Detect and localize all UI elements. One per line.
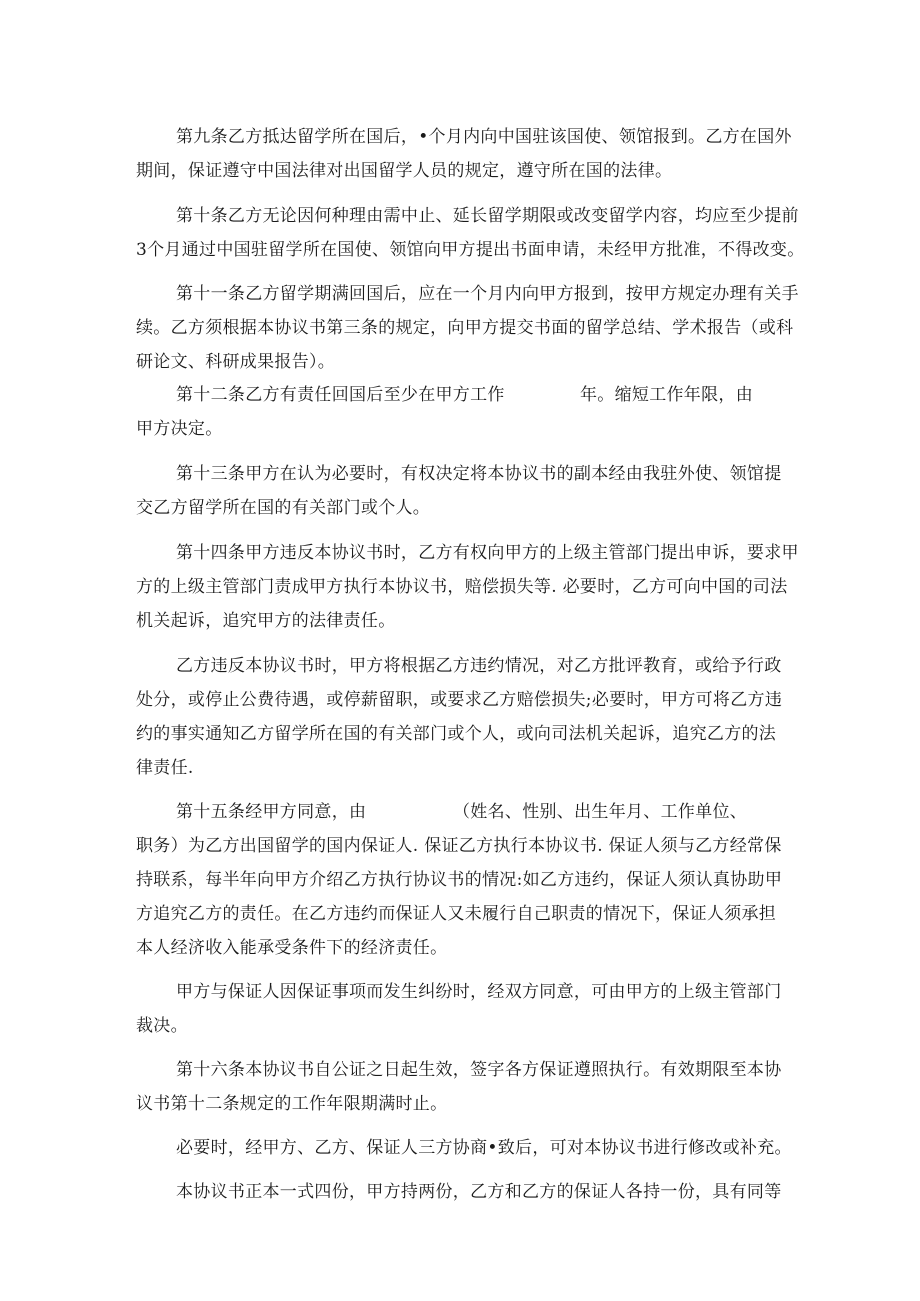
line-art10-2: 3个月通过中国驻留学所在国使、领馆向甲方提出书面申请，未经甲方批准，不得改变。 [136,240,805,260]
line-art13-2: 交乙方留学所在国的有关部门或个人。 [136,498,431,518]
line-art11-2: 续。乙方须根据本协议书第三条的规定，向甲方提交书面的留学总结、学术报告（或科 [136,318,794,338]
line-art16c-1: 本协议书正本一式四份，甲方持两份，乙方和乙方的保证人各持一份，具有同等 [176,1182,782,1202]
line-art15b-2: 裁决。 [136,1016,188,1036]
line-art9-2: 期间，保证遵守中国法律对出国留学人员的规定，遵守所在国的法律。 [136,161,673,181]
line-art12-1b: 年。缩短工作年限，由 [580,385,753,405]
line-art14b-2: 处分，或停止公费待遇，或停薪留职，或要求乙方赔偿损失;必要时，甲方可将乙方违 [136,690,783,710]
line-art15b-1: 甲方与保证人因保证事项而发生纠纷时，经双方同意，可由甲方的上级主管部门 [176,982,782,1002]
line-art14b-4: 律责任. [136,758,194,778]
line-art13-1: 第十三条甲方在认为必要时，有权决定将本协议书的副本经由我驻外使、领馆提 [176,464,782,484]
line-art16-1: 第十六条本协议书自公证之日起生效，签字各方保证遵照执行。有效期限至本协 [176,1060,782,1080]
line-art9-1: 第九条乙方抵达留学所在国后，•个月内向中国驻该国使、领馆报到。乙方在国外 [176,127,792,147]
line-art14-3: 机关起诉，追究甲方的法律责任。 [136,611,396,631]
line-art14b-3: 约的事实通知乙方留学所在国的有关部门或个人，或向司法机关起诉，追究乙方的法 [136,724,777,744]
line-art11-1: 第十一条乙方留学期满回国后，应在一个月内向甲方报到，按甲方规定办理有关手 [176,284,799,304]
line-art14-2: 方的上级主管部门责成甲方执行本协议书，赔偿损失等. 必要时，乙方可向中国的司法 [136,577,788,597]
line-art12-1a: 第十二条乙方有责任回国后至少在甲方工作 [176,385,505,405]
line-art16-2: 议书第十二条规定的工作年限期满时止。 [136,1094,448,1114]
line-art16b-1: 必要时，经甲方、乙方、保证人三方协商•致后，可对本协议书进行修改或补充。 [176,1138,792,1158]
line-art15-1b: （姓名、性别、出生年月、工作单位、 [453,802,748,822]
line-art15-1a: 第十五条经甲方同意，由 [176,802,367,822]
line-art10-1: 第十条乙方无论因何种理由需中止、延长留学期限或改变留学内容，均应至少提前 [176,206,799,226]
line-art14-1: 第十四条甲方违反本协议书时，乙方有权向甲方的上级主管部门提出申诉，要求甲 [176,543,799,563]
line-art15-3: 持联系，每半年向甲方介绍乙方执行协议书的情况:如乙方违约，保证人须认真协助甲 [136,870,783,890]
line-art14b-1: 乙方违反本协议书时，甲方将根据乙方违约情况，对乙方批评教育，或给予行政 [176,656,782,676]
line-art15-2: 职务）为乙方出国留学的国内保证人. 保证乙方执行本协议书. 保证人须与乙方经常保 [136,836,782,856]
line-art11-3: 研论文、科研成果报告）。 [136,352,336,372]
line-art15-5: 本人经济收入能承受条件下的经济责任。 [136,938,448,958]
line-art12-2: 甲方决定。 [136,419,223,439]
line-art15-4: 方追究乙方的责任。在乙方违约而保证人又未履行自己职责的情况下，保证人须承担 [136,904,777,924]
